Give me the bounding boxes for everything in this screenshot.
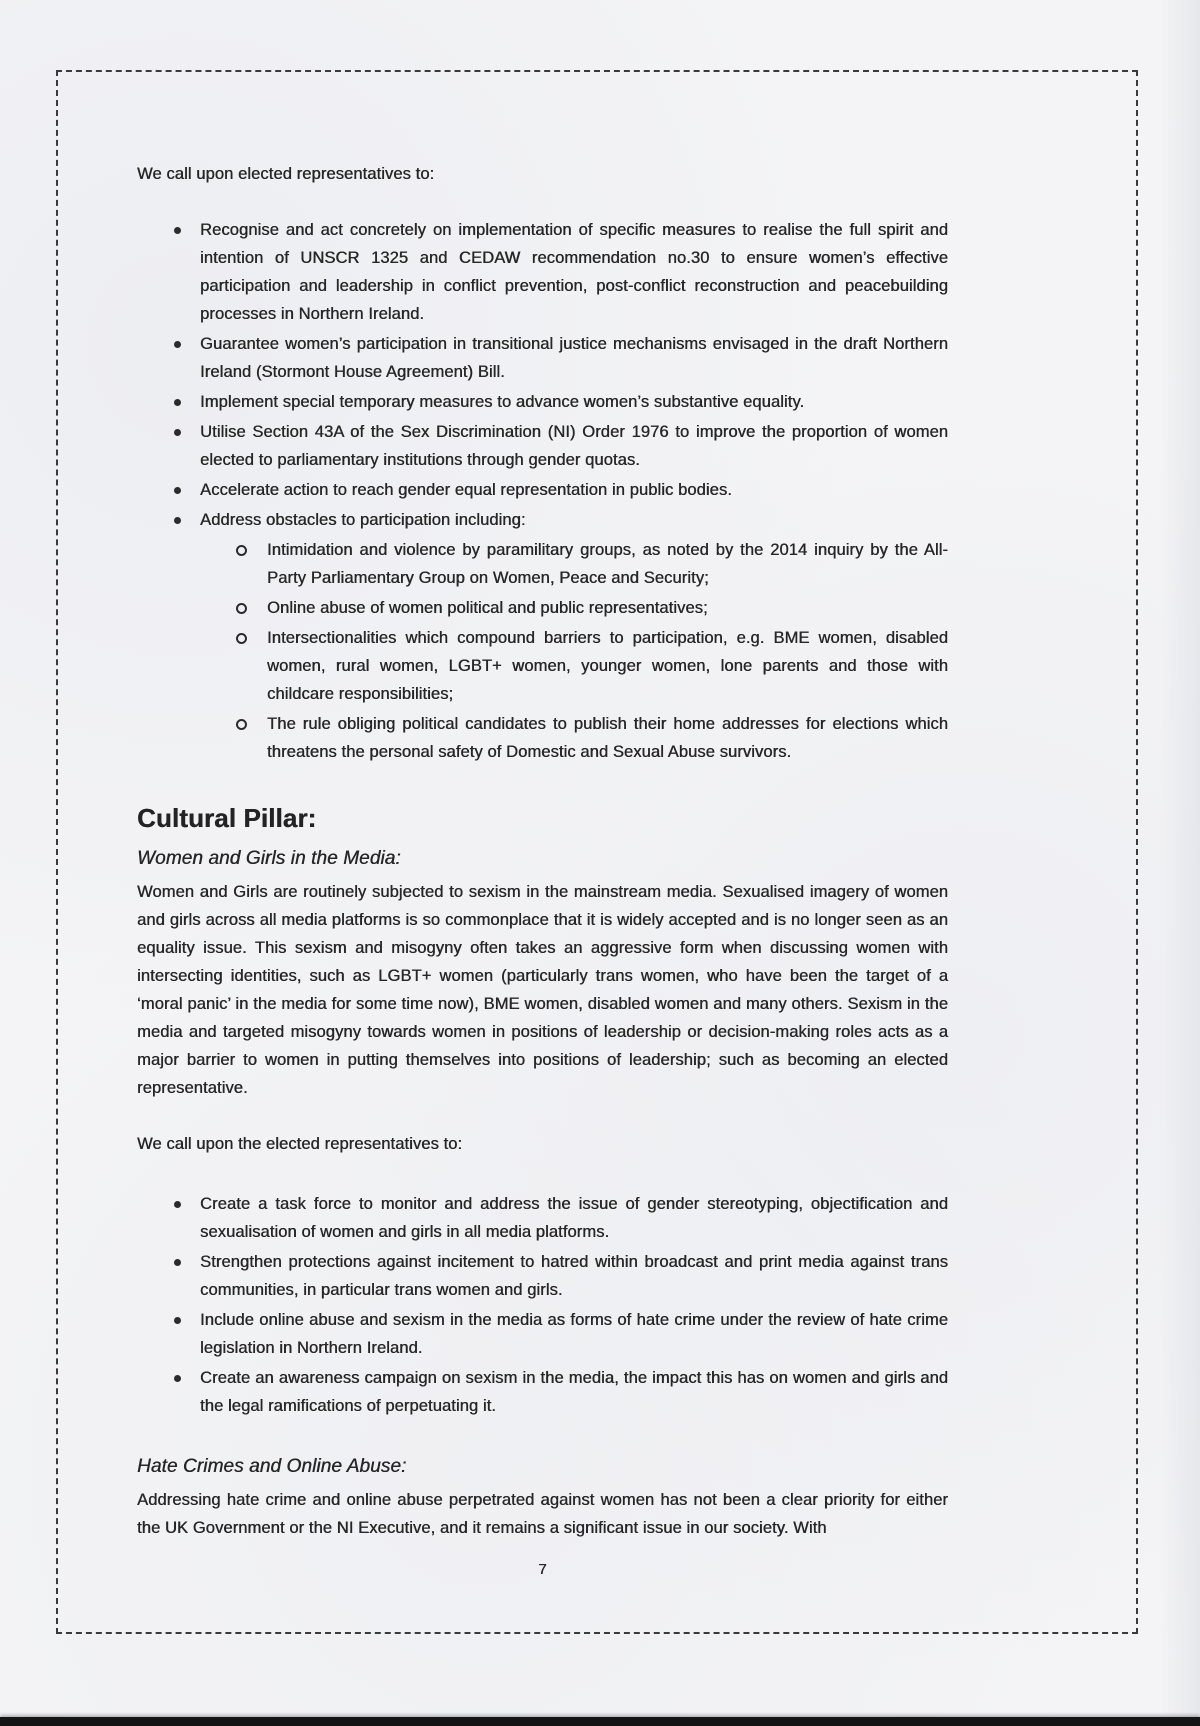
- list-item: [137, 1306, 948, 1362]
- bullet-dot-icon: [174, 399, 181, 406]
- list-item: [137, 624, 948, 708]
- list-item-text: Create an awareness campaign on sexism in the media, the impact this has on women and girls and the legal ramifications of perpetuating it.: [200, 1369, 948, 1415]
- list-item: [137, 476, 948, 504]
- hollow-circle-bullet-icon: [236, 545, 247, 556]
- list-item: [137, 710, 948, 766]
- list-item-text: Accelerate action to reach gender equal representation in public bodies.: [200, 481, 732, 499]
- list-item-text: Recognise and act concretely on implementation of specific measures to realise the full spirit and intention of UNSCR 1325 and CEDAW recommendation no.30 to ensure women’s effective participation and leadership in conflict prevention, post-conflict reconstruction and peacebuilding processes in Northern Ireland.: [200, 221, 948, 323]
- bullet-dot-icon: [174, 341, 181, 348]
- list-item: [137, 1364, 948, 1420]
- list-item-text: Create a task force to monitor and address the issue of gender stereotyping, objectification and sexualisation of women and girls in all media platforms.: [200, 1195, 948, 1241]
- bullet-dot-icon: [174, 1259, 181, 1266]
- media-bullet-list: [137, 1190, 948, 1420]
- list-item: [137, 418, 948, 474]
- list-item-text: Guarantee women’s participation in transitional justice mechanisms envisaged in the draft Northern Ireland (Stormont House Agreement) Bill.: [200, 335, 948, 381]
- call-to-action-intro: We call upon elected representatives to:: [137, 165, 435, 183]
- list-item: [137, 536, 948, 592]
- bullet-dot-icon: [174, 429, 181, 436]
- call-to-action-intro-2: We call upon the elected representatives to:: [137, 1135, 463, 1153]
- list-item: [137, 594, 948, 622]
- list-item-text: Strengthen protections against incitement to hatred within broadcast and print media against trans communities, in particular trans women and girls.: [200, 1253, 948, 1299]
- list-item-text: Intimidation and violence by paramilitary groups, as noted by the 2014 inquiry by the All-Party Parliamentary Group on Women, Peace and Security;: [267, 541, 948, 587]
- list-item: [137, 216, 948, 328]
- bullet-dot-icon: [174, 1201, 181, 1208]
- list-item: [137, 330, 948, 386]
- hollow-circle-bullet-icon: [236, 633, 247, 644]
- page-content: [137, 150, 948, 1582]
- list-item-text: Include online abuse and sexism in the media as forms of hate crime under the review of hate crime legislation in Northern Ireland.: [200, 1311, 948, 1357]
- list-item: [137, 506, 948, 534]
- hollow-circle-bullet-icon: [236, 719, 247, 730]
- bullet-dot-icon: [174, 1375, 181, 1382]
- media-subheading: Women and Girls in the Media:: [137, 848, 401, 869]
- participation-bullet-list: [137, 216, 948, 534]
- bullet-dot-icon: [174, 227, 181, 234]
- list-item-text: Implement special temporary measures to advance women’s substantive equality.: [200, 393, 805, 411]
- scanner-edge-bar: [0, 1717, 1200, 1726]
- bullet-dot-icon: [174, 1317, 181, 1324]
- hate-crimes-paragraph: Addressing hate crime and online abuse perpetrated against women has not been a clear priority for either the UK Government or the NI Executive, and it remains a significant issue in our society. With: [137, 1491, 948, 1537]
- media-paragraph: Women and Girls are routinely subjected to sexism in the mainstream media. Sexualised imagery of women and girls across all media platforms is so commonplace that it is widely accepted and is no longer seen as an equality issue. This sexism and misogyny often takes an aggressive form when discussing women with intersecting identities, such as LGBT+ women (particularly trans women, who have been the target of a ‘moral panic’ in the media for some time now), BME women, disabled women and many others. Sexism in the media and targeted misogyny towards women in positions of leadership or decision-making roles acts as a major barrier to women in putting themselves into positions of leadership; such as becoming an elected representative.: [137, 883, 948, 1097]
- bullet-dot-icon: [174, 517, 181, 524]
- list-item-text: Utilise Section 43A of the Sex Discrimination (NI) Order 1976 to improve the proportion of women elected to parliamentary institutions through gender quotas.: [200, 423, 948, 469]
- list-item-text: Online abuse of women political and public representatives;: [267, 599, 708, 617]
- bullet-dot-icon: [174, 487, 181, 494]
- hollow-circle-bullet-icon: [236, 603, 247, 614]
- list-item-text: Address obstacles to participation including:: [200, 511, 526, 529]
- list-item: [137, 388, 948, 416]
- list-item: [137, 1248, 948, 1304]
- page-number: 7: [538, 1561, 547, 1578]
- hate-crimes-subheading: Hate Crimes and Online Abuse:: [137, 1456, 407, 1477]
- list-item-text: The rule obliging political candidates to publish their home addresses for elections which threatens the personal safety of Domestic and Sexual Abuse survivors.: [267, 715, 948, 761]
- list-item: [137, 1190, 948, 1246]
- list-item-text: Intersectionalities which compound barriers to participation, e.g. BME women, disabled women, rural women, LGBT+ women, younger women, lone parents and those with childcare responsibilities;: [267, 629, 948, 703]
- participation-sub-bullet-list: [137, 536, 948, 766]
- cultural-pillar-heading: Cultural Pillar:: [137, 803, 317, 833]
